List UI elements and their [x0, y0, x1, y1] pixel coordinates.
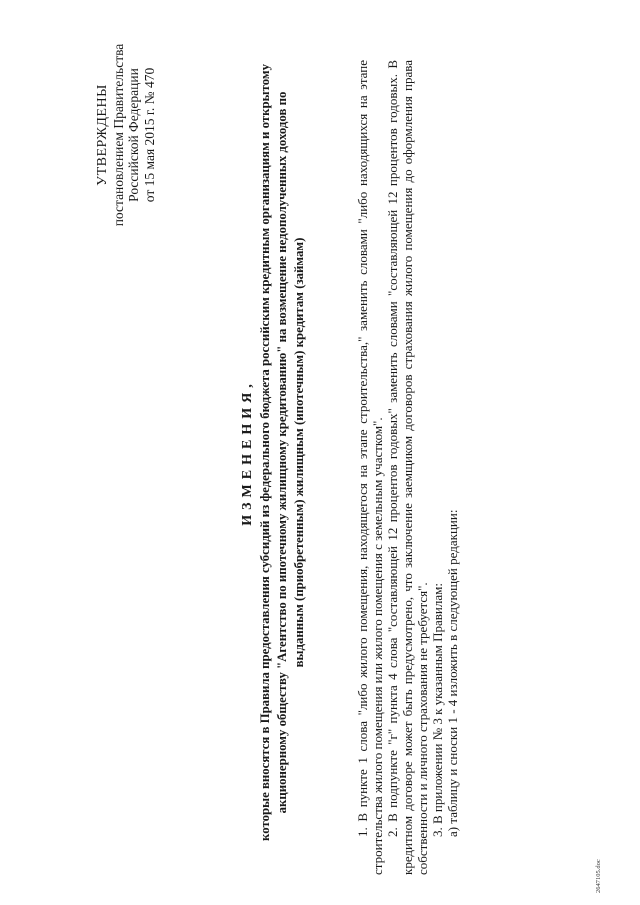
paragraph-2: 2. В подпункте "г" пункта 4 слова "составляющей 12 процентов годовых" заменить словами "составляющей 12 процентов годовых. В кредитном договоре может быть предусмотрено, что заключение заемщиком договоров страхования жилого помещения до оформления права собственности и личного страхования не требуется".	[385, 60, 430, 875]
document-body	[355, 60, 460, 875]
approval-line-3: от 15 мая 2015 г. № 470	[141, 67, 157, 203]
document-title: ИЗМЕНЕНИЯ,	[240, 379, 255, 526]
footer-file-code: 2647105.doc	[595, 859, 602, 893]
paragraph-3: 3. В приложении № 3 к указанным Правилам:	[430, 583, 445, 837]
document-subtitle: которые вносятся в Правила предоставления субсидий из федерального бюджета российским кредитным организациям и открытому акционерному обществу "Агентство по ипотечному жилищному кредитованию" на возмещение недополученных доходов по выданным (приобретенным) жилищным (ипотечным) кредитам (займам)	[258, 64, 306, 841]
approval-heading: УТВЕРЖДЕНЫ	[95, 84, 110, 186]
approval-stamp	[95, 5, 157, 265]
paragraph-4: а) таблицу и сноски 1 - 4 изложить в следующей редакции:	[445, 509, 460, 837]
paragraph-1: 1. В пункте 1 слова "либо жилого помещения, находящегося на этапе строительства," заменить словами "либо находящихся на этапе строительства жилого помещения или жилого помещения с земельным участком".	[355, 60, 385, 875]
approval-line-2: Российской Федерации	[126, 68, 141, 202]
approval-line-1: постановлением Правительства	[110, 43, 126, 227]
